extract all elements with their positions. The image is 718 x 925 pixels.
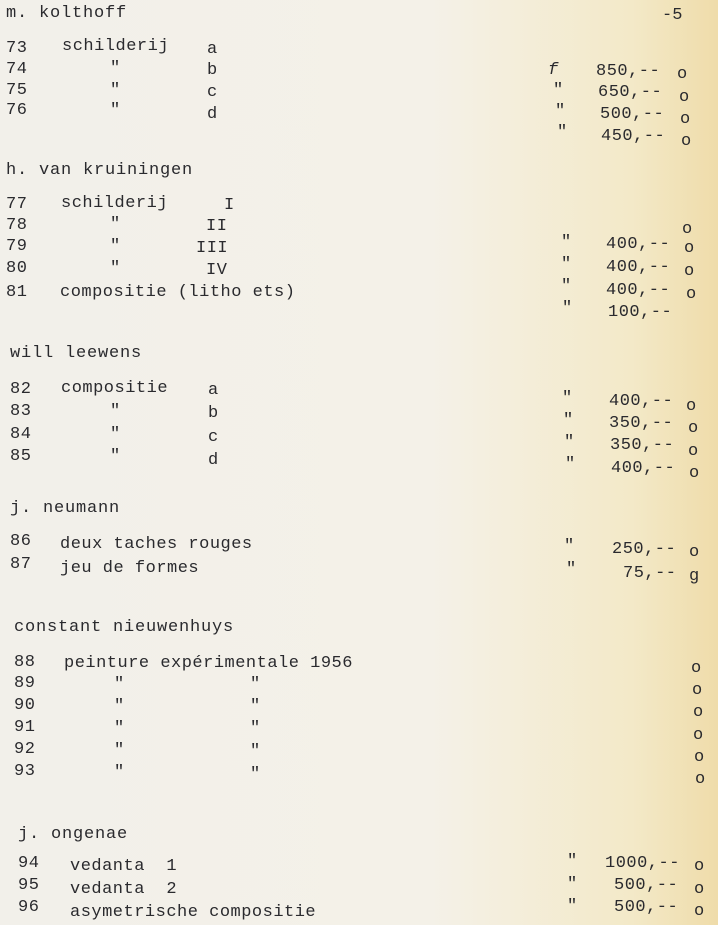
price-code: o	[694, 857, 705, 876]
item-number: 86	[10, 532, 32, 551]
item-code: o	[692, 681, 703, 700]
item-number: 82	[10, 380, 32, 399]
artist-heading-kolthoff: m. kolthoff	[6, 4, 128, 23]
item-code: o	[691, 659, 702, 678]
item-variant: II	[206, 217, 228, 236]
item-number: 93	[14, 762, 36, 781]
item-title: "	[114, 675, 125, 694]
item-number: 91	[14, 718, 36, 737]
item-number: 88	[14, 653, 36, 672]
item-title: asymetrische compositie	[70, 903, 317, 922]
artist-heading: j. neumann	[10, 499, 121, 518]
price-currency: "	[565, 455, 576, 474]
price-code: o	[686, 285, 697, 304]
price-amount: 350,--	[609, 414, 674, 433]
item-number: 90	[14, 696, 36, 715]
item-number: 83	[10, 402, 32, 421]
price-code: o	[689, 464, 700, 483]
price-amount: 850,--	[596, 62, 661, 81]
item-number: 84	[10, 425, 32, 444]
price-currency: "	[564, 537, 575, 556]
price-code: o	[680, 110, 691, 129]
price-currency: "	[562, 299, 573, 318]
price-currency: "	[561, 233, 572, 252]
item-title: "	[110, 259, 121, 278]
price-amount: 500,--	[614, 876, 679, 895]
artist-heading: h. van kruiningen	[6, 161, 194, 180]
item-number: 85	[10, 447, 32, 466]
artist-heading: constant nieuwenhuys	[14, 618, 235, 637]
price-currency: "	[567, 897, 578, 916]
price-code: o	[689, 543, 700, 562]
item-code: o	[693, 703, 704, 722]
price-amount: 500,--	[614, 898, 679, 917]
price-code: o	[688, 442, 699, 461]
item-title: "	[110, 402, 121, 421]
price-amount: 400,--	[606, 281, 671, 300]
price-currency: f	[548, 61, 559, 80]
price-code: o	[686, 397, 697, 416]
item-title: "	[110, 447, 121, 466]
item-number: 89	[14, 674, 36, 693]
price-amount: 75,--	[623, 564, 677, 583]
price-code: o	[688, 419, 699, 438]
price-amount: 400,--	[606, 258, 671, 277]
item-variant: b	[208, 404, 219, 423]
item-title: schilderij	[62, 37, 170, 56]
price-code: o	[694, 902, 705, 921]
item-number: 95	[18, 876, 40, 895]
item-title: jeu de formes	[60, 559, 200, 578]
item-variant: I	[224, 196, 235, 215]
item-number: 94	[18, 854, 40, 873]
item-title: "	[110, 425, 121, 444]
price-amount: 400,--	[611, 459, 676, 478]
item-title: "	[110, 101, 121, 120]
price-currency: "	[562, 389, 573, 408]
item-number: 87	[10, 555, 32, 574]
price-code: o	[681, 132, 692, 151]
item-number: 81	[6, 283, 28, 302]
price-amount: 500,--	[600, 105, 665, 124]
item-title: vedanta 1	[70, 857, 178, 876]
price-amount: 1000,--	[605, 854, 680, 873]
item-number: 78	[6, 216, 28, 235]
price-code: o	[694, 880, 705, 899]
price-amount: 250,--	[612, 540, 677, 559]
price-code: o	[677, 65, 688, 84]
item-title: compositie (litho ets)	[60, 283, 296, 302]
price-currency: "	[567, 875, 578, 894]
price-amount: 650,--	[598, 83, 663, 102]
item-title: "	[110, 59, 121, 78]
item-number: 73	[6, 39, 28, 58]
price-currency: "	[561, 277, 572, 296]
item-title: peinture expérimentale 1956	[64, 654, 353, 673]
item-number: 76	[6, 101, 28, 120]
price-currency: "	[566, 560, 577, 579]
item-ditto: "	[250, 765, 261, 784]
page-number: -5	[662, 6, 683, 25]
item-title: "	[114, 697, 125, 716]
item-number: 80	[6, 259, 28, 278]
price-code: o	[684, 262, 695, 281]
item-title: deux taches rouges	[60, 535, 253, 554]
price-currency: "	[567, 852, 578, 871]
price-code: g	[689, 567, 700, 586]
item-code: o	[693, 726, 704, 745]
price-code: o	[679, 88, 690, 107]
item-title: "	[114, 719, 125, 738]
price-code: o	[684, 239, 695, 258]
item-number: 92	[14, 740, 36, 759]
item-variant: c	[208, 428, 219, 447]
item-ditto: "	[250, 719, 261, 738]
price-currency: "	[561, 255, 572, 274]
artist-heading: j. ongenae	[18, 825, 129, 844]
item-title: "	[114, 763, 125, 782]
price-amount: 100,--	[608, 303, 673, 322]
item-variant: c	[207, 83, 218, 102]
item-variant: IV	[206, 261, 228, 280]
item-variant: a	[207, 40, 218, 59]
item-ditto: "	[250, 697, 261, 716]
price-amount: 350,--	[610, 436, 675, 455]
item-title: "	[110, 81, 121, 100]
price-currency: "	[555, 102, 566, 121]
item-ditto: "	[250, 675, 261, 694]
item-code: o	[694, 748, 705, 767]
item-title: "	[110, 215, 121, 234]
item-title: "	[110, 237, 121, 256]
item-code: o	[695, 770, 706, 789]
item-ditto: "	[250, 742, 261, 761]
item-number: 96	[18, 898, 40, 917]
price-amount: 400,--	[609, 392, 674, 411]
item-variant: a	[208, 381, 219, 400]
item-variant: d	[207, 105, 218, 124]
price-currency: "	[564, 433, 575, 452]
item-number: 74	[6, 60, 28, 79]
item-number: 79	[6, 237, 28, 256]
item-number: 75	[6, 81, 28, 100]
artist-heading: will leewens	[10, 344, 143, 363]
item-number: 77	[6, 195, 28, 214]
item-title: vedanta 2	[70, 880, 178, 899]
price-currency: "	[557, 123, 568, 142]
item-title: "	[114, 741, 125, 760]
price-code: o	[682, 220, 693, 239]
item-variant: b	[207, 61, 218, 80]
item-variant: d	[208, 451, 219, 470]
price-amount: 450,--	[601, 127, 666, 146]
price-amount: 400,--	[606, 235, 671, 254]
price-currency: "	[563, 411, 574, 430]
price-currency: "	[553, 81, 564, 100]
item-title: schilderij	[61, 194, 169, 213]
item-variant: III	[196, 239, 229, 258]
item-title: compositie	[61, 379, 169, 398]
